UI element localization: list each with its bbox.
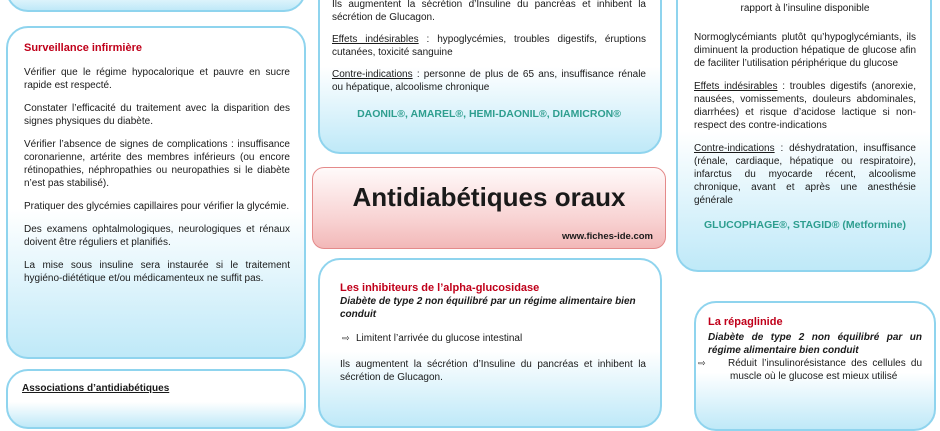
repaglinide-effect-text: Réduit l’insulinorésistance des cellules du muscle où le glucose est mieux utilisé [728, 358, 922, 382]
repaglinide-indication: Diabète de type 2 non équilibré par un régime alimentaire bien conduit [708, 332, 922, 356]
side-effects-label: Effets indésirables [694, 81, 778, 92]
associations-card [6, 369, 306, 429]
biguanide-card [676, 0, 932, 272]
alpha-glucosidase-effect-text: Limitent l’arrivée du glucose intestinal [356, 333, 523, 344]
website-link[interactable]: www.fiches-ide.com [562, 231, 653, 242]
biguanide-brands: GLUCOPHAGE®, STAGID® (Metformine) [704, 219, 906, 231]
surveillance-paragraph: Constater l’efficacité du traitement avec la disparition des signes physiques du diabète. [24, 103, 290, 127]
contraindications-label: Contre-indications [332, 69, 413, 80]
sulfonylurea-intro: Ils augmentent la sécrétion d’Insuline du pancréas et inhibent la sécrétion de Glucagon. [332, 0, 646, 23]
biguanide-paragraph: Normoglycémiants plutôt qu’hypoglycémiants, ils diminuent la production hépatique de glucose afin de faciliter l’utilisation périphérique du glucose [694, 32, 916, 69]
surveillance-paragraph: Pratiquer des glycémies capillaires pour vérifier la glycémie. [24, 201, 290, 212]
repaglinide-effect [698, 357, 922, 383]
biguanide-side-effects [694, 80, 916, 132]
sulfonylurea-contraindications [332, 68, 646, 94]
biguanide-contraindications [694, 142, 916, 207]
alpha-glucosidase-text: Ils augmentent la sécrétion d’Insuline du pancréas et inhibent la sécrétion de Glucagon. [340, 359, 646, 383]
sulfonylurea-card [318, 0, 662, 154]
contraindications-label: Contre-indications [694, 143, 775, 154]
associations-title: Associations d’antidiabétiques [22, 383, 170, 394]
biguanide-top-line: rapport à l’insuline disponible [740, 3, 870, 14]
repaglinide-title: La répaglinide [708, 316, 783, 328]
right-arrow-icon: ⇨ [698, 358, 706, 368]
surveillance-paragraph: La mise sous insuline sera instaurée si le traitement hygiéno-diététique et/ou médicamenteux ne suffit pas. [24, 260, 290, 284]
sulfonylurea-side-effects [332, 33, 646, 59]
side-effects-label: Effets indésirables [332, 34, 419, 45]
left-top-card [6, 0, 306, 12]
surveillance-paragraph: Des examens ophtalmologiques, neurologiques et rénaux doivent être réguliers et planifiés. [24, 224, 290, 248]
alpha-glucosidase-title: Les inhibiteurs de l’alpha-glucosidase [340, 282, 540, 294]
alpha-glucosidase-card [318, 258, 662, 428]
side-effects-text: : hypoglycémies, troubles digestifs, éruptions cutanées, toxicité sanguine [332, 34, 646, 58]
contraindications-text: : personne de plus de 65 ans, insuffisance rénale ou hépatique, alcoolisme chronique [332, 69, 646, 93]
repaglinide-card [694, 301, 936, 431]
title-box [312, 167, 666, 249]
contraindications-text: : déshydratation, insuffisance (rénale, cardiaque, hépatique ou respiratoire), infarctus du myocarde récent, alcoolisme chronique, avant et après une anesthésie générale [694, 143, 916, 206]
sulfonylurea-brands: DAONIL®, AMAREL®, HEMI-DAONIL®, DIAMICRON® [357, 108, 621, 120]
surveillance-paragraph: Vérifier que le régime hypocalorique et pauvre en sucre rapide est respecté. [24, 67, 290, 91]
alpha-glucosidase-indication: Diabète de type 2 non équilibré par un régime alimentaire bien conduit [340, 296, 636, 320]
right-arrow-icon: ⇨ [342, 333, 350, 343]
surveillance-paragraph: Vérifier l’absence de signes de complications : insuffisance coronarienne, artérite des membres inférieurs (ou encore rétinopathies, néphropathies ou neuropathies si le diabète n’est pas stabilisé). [24, 139, 290, 189]
nursing-surveillance-card [6, 26, 306, 359]
page-title: Antidiabétiques oraux [352, 182, 626, 212]
side-effects-text: : troubles digestifs (anorexie, nausées, vomissements, douleurs abdominales, diarrhées) et risque d’acidose lactique si non-respect des contre-indications [694, 81, 916, 131]
nursing-surveillance-title: Surveillance infirmière [24, 42, 142, 54]
alpha-glucosidase-effect [342, 332, 646, 345]
